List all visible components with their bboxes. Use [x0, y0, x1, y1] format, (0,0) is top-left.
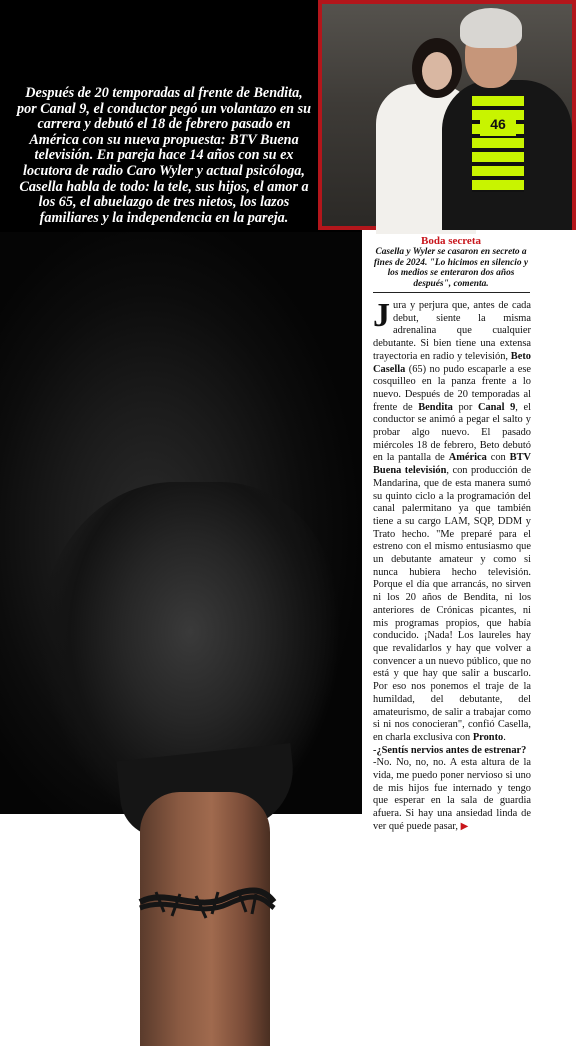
caption-title: Boda secreta — [421, 235, 481, 247]
article-bold: Pronto — [472, 731, 504, 743]
shirt-number: 46 — [480, 112, 516, 136]
article-text: , con producción de Mandarina, que de esta manera sumó su quinto ciclo a la programación del canal palermitano ya que también tiene a su cargo LAM, SQP, DDM y Trato hecho. "Me preparé para el estreno con el mismo entusiasmo que un debutante amateur y como si nunca hubiera hecho televisión. Porque el día que arrancás, no sirven ni los 20 años de Bendita, ni los anteriores de Crónicas picantes, ni mis programas propios, que había conducido. ¡Nada! Los laureles hay que revalidarlos y hay que volver a convencer a un nuevo público, que no está y que hay que salir a buscarlo. Por eso nos ponemos el traje de la humildad, del debutante, del amateurismo, de salir a trabajar como si ni nos conocieran", confió Casella, en charla exclusiva con — [373, 465, 531, 743]
caption-body: Casella y Wyler se casaron en secreto a fines de 2024. "Lo hicimos en silencio y los medios se enteraron dos años después", comenta. — [373, 247, 529, 289]
couple-photo-image — [322, 4, 572, 226]
photo-caption — [369, 235, 533, 289]
article-bold: Canal 9 — [477, 401, 516, 413]
article-text: por — [452, 401, 478, 413]
article-bold: América — [448, 452, 487, 464]
article-text: . — [503, 731, 506, 743]
drop-cap: J — [373, 297, 390, 334]
interview-answer: -No. No, no, no. A esta altura de la vida, me puedo poner nervioso si uno de mis hijos fue internado y tengo que esperar en la sala de guardia afuera. Si hay una ansiedad linda de ver qué puede pasar, — [373, 757, 531, 832]
intro-text: Después de 20 temporadas al frente de Bendita, por Canal 9, el conductor pegó un volantazo en su carrera y debutó el 18 de febrero pasado en América con su nueva propuesta: BTV Buena televisión. En pareja hace 14 años con su ex locutora de radio Caro Wyler y actual psicóloga, Casella habla de todo: la tele, sus hijos, el amor a los 65, el abuelazgo de tres nietos, los lazos familiares y la independencia en la pareja. — [16, 85, 312, 226]
hero-photo-panel — [0, 0, 362, 814]
man-shirt — [472, 96, 524, 192]
barbed-wire-tattoo — [136, 872, 276, 932]
article-text: , el conductor se animó a pegar el salto y probar algo nuevo. El pasado miércoles 18 de febrero, Beto debutó en la pantalla de — [373, 401, 531, 464]
triangle-right-icon: ▶ — [460, 820, 469, 832]
article-text: (65) no pudo escaparle a ese cosquilleo en la panza frente a lo nuevo. Después de 20 temporadas al frente de — [373, 363, 531, 413]
article-bold: Bendita — [418, 401, 453, 413]
article-text: ura y perjura que, antes de cada debut, siente la misma adrenalina que cualquier debutante. Si bien tiene una extensa trayectoria en radio y televisión, — [373, 300, 531, 362]
article-bold: BTV Buena televisión — [373, 452, 532, 477]
interview-question: -¿Sentís nervios antes de estrenar? — [373, 744, 527, 756]
woman-face — [422, 52, 452, 90]
article-bold: Beto Casella — [373, 350, 531, 375]
article-text: con — [486, 452, 510, 464]
couple-photo — [318, 0, 576, 230]
article-body — [373, 297, 532, 834]
man-hair — [460, 8, 522, 48]
main-photo — [0, 232, 362, 814]
caption-divider — [373, 292, 530, 293]
